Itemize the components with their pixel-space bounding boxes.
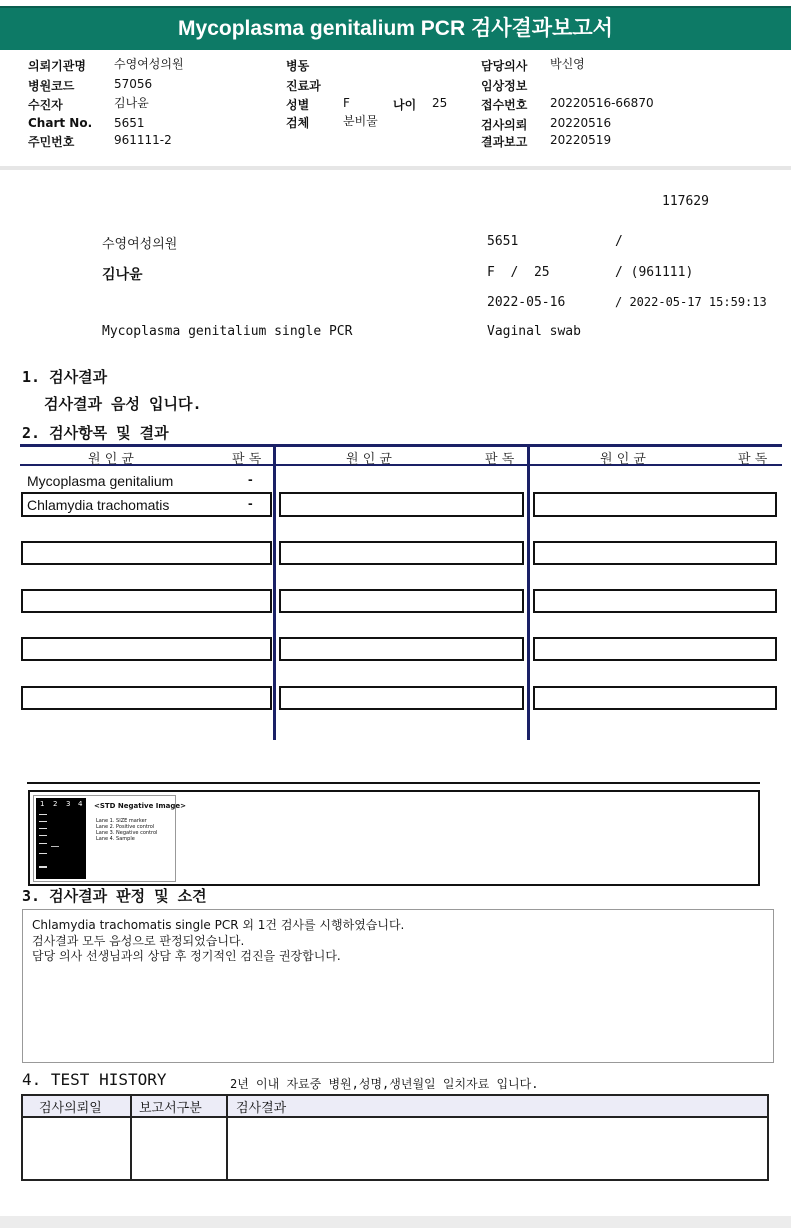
result-cell bbox=[533, 686, 777, 710]
label-resident-no: 주민번호 bbox=[28, 135, 75, 149]
result-cell bbox=[21, 541, 272, 565]
gel-image-card bbox=[33, 795, 187, 882]
label-age: 나이 bbox=[393, 98, 417, 112]
col-header-pathogen-3: 원 인 균 bbox=[600, 452, 646, 467]
section2-heading: 2. 검사항목 및 결과 bbox=[22, 424, 169, 442]
result-cell bbox=[533, 492, 777, 517]
label-receipt-no: 접수번호 bbox=[481, 98, 528, 112]
col-header-pathogen-2: 원 인 균 bbox=[346, 452, 392, 467]
history-col-report-type: 보고서구분 bbox=[139, 1101, 202, 1116]
info-sex-age: F / 25 bbox=[487, 265, 550, 280]
gel-top-rule bbox=[27, 782, 760, 784]
section1-heading: 1. 검사결과 bbox=[22, 368, 108, 386]
pathogen-name: Mycoplasma genitalium bbox=[27, 473, 174, 489]
gel-image bbox=[36, 798, 86, 879]
value-request-date: 20220516 bbox=[550, 116, 612, 130]
info-test-name: Mycoplasma genitalium single PCR bbox=[102, 324, 353, 339]
label-request-date: 검사의뢰 bbox=[481, 118, 528, 132]
opinion-line: 검사결과 모두 음성으로 판정되었습니다. bbox=[32, 934, 245, 948]
result-cell bbox=[533, 637, 777, 661]
value-doctor: 박신영 bbox=[550, 57, 585, 71]
gel-band bbox=[39, 821, 47, 822]
history-col-request-date: 검사의뢰일 bbox=[39, 1101, 102, 1116]
gel-band bbox=[51, 846, 59, 847]
info-chart: 5651 bbox=[487, 234, 519, 249]
result-cell bbox=[279, 686, 524, 710]
gel-lane-label: 2 bbox=[53, 800, 58, 808]
id-number: 117629 bbox=[662, 194, 709, 209]
opinion-box bbox=[22, 909, 774, 1063]
bottom-margin bbox=[0, 1216, 791, 1228]
value-chart-no: 5651 bbox=[114, 116, 145, 130]
section4-heading: 4. TEST HISTORY bbox=[22, 1070, 167, 1089]
col-header-result-2: 판 독 bbox=[485, 452, 515, 467]
label-patient: 수진자 bbox=[28, 98, 63, 112]
pathogen-result: - bbox=[248, 471, 253, 487]
value-hospital-code: 57056 bbox=[114, 77, 153, 91]
pathogen-name: Chlamydia trachomatis bbox=[27, 497, 170, 513]
label-department: 진료과 bbox=[286, 79, 321, 93]
result-cell bbox=[279, 492, 524, 517]
table-top-rule bbox=[20, 444, 782, 447]
info-date-received: 2022-05-16 bbox=[487, 295, 566, 310]
value-resident-no: 961111-2 bbox=[114, 133, 172, 147]
section1-result-text: 검사결과 음성 입니다. bbox=[44, 395, 202, 413]
label-chart-no: Chart No. bbox=[28, 116, 93, 130]
pathogen-result: - bbox=[248, 495, 253, 511]
table-divider-1 bbox=[273, 444, 276, 740]
gel-title: <STD Negative Image> bbox=[94, 802, 187, 810]
gel-band bbox=[39, 866, 47, 868]
info-date-reported: / 2022-05-17 15:59:13 bbox=[615, 295, 767, 309]
label-sex: 성별 bbox=[286, 98, 310, 112]
value-age: 25 bbox=[432, 96, 448, 110]
gel-band bbox=[39, 828, 47, 829]
opinion-line: Chlamydia trachomatis single PCR 외 1건 검사를 시행하였습니다. bbox=[32, 918, 405, 932]
result-cell bbox=[21, 637, 272, 661]
history-col-divider bbox=[226, 1094, 228, 1181]
result-cell bbox=[279, 541, 524, 565]
label-report-date: 결과보고 bbox=[481, 135, 528, 149]
history-header-row bbox=[23, 1096, 767, 1118]
opinion-line: 담당 의사 선생님과의 상담 후 정기적인 검진을 권장합니다. bbox=[32, 949, 341, 963]
gel-band bbox=[39, 814, 47, 815]
value-receipt-no: 20220516-66870 bbox=[550, 96, 654, 110]
label-requesting-org: 의뢰기관명 bbox=[28, 59, 86, 73]
result-cell bbox=[279, 637, 524, 661]
gel-lane-label: 1 bbox=[40, 800, 45, 808]
history-col-divider bbox=[130, 1094, 132, 1181]
report-title: Mycoplasma genitalium PCR 검사결과보고서 bbox=[0, 6, 791, 50]
info-specimen: Vaginal swab bbox=[487, 324, 581, 339]
label-specimen: 검체 bbox=[286, 116, 310, 130]
gel-legend-item: Lane 1. SIZE marker bbox=[96, 818, 147, 824]
label-clinical-info: 임상정보 bbox=[481, 79, 528, 93]
gel-legend-item: Lane 3. Negative control bbox=[96, 830, 158, 836]
section4-note: 2년 이내 자료중 병원,성명,생년월일 일치자료 입니다. bbox=[230, 1077, 539, 1091]
info-slash: / bbox=[615, 234, 623, 249]
info-birth: / (961111) bbox=[615, 265, 694, 280]
label-hospital-code: 병원코드 bbox=[28, 79, 75, 93]
value-report-date: 20220519 bbox=[550, 133, 612, 147]
value-patient: 김나윤 bbox=[114, 96, 149, 110]
result-cell bbox=[279, 589, 524, 613]
col-header-pathogen-1: 원 인 균 bbox=[88, 452, 134, 467]
gel-band bbox=[39, 843, 47, 844]
result-cell bbox=[533, 589, 777, 613]
result-cell bbox=[21, 589, 272, 613]
result-cell bbox=[21, 686, 272, 710]
header-divider bbox=[0, 166, 791, 170]
gel-band bbox=[39, 853, 47, 854]
result-cell bbox=[533, 541, 777, 565]
gel-legend-item: Lane 4. Sample bbox=[96, 836, 135, 842]
label-doctor: 담당의사 bbox=[481, 59, 528, 73]
section3-heading: 3. 검사결과 판정 및 소견 bbox=[22, 887, 207, 905]
gel-legend-item: Lane 2. Positive control bbox=[96, 824, 155, 830]
gel-lane-label: 3 bbox=[66, 800, 71, 808]
info-patient: 김나윤 bbox=[102, 267, 143, 283]
gel-band bbox=[39, 835, 47, 836]
gel-lane-label: 4 bbox=[78, 800, 83, 808]
info-clinic: 수영여성의원 bbox=[102, 237, 178, 252]
value-requesting-org: 수영여성의원 bbox=[114, 57, 184, 71]
label-ward: 병동 bbox=[286, 59, 310, 73]
table-divider-2 bbox=[527, 444, 530, 740]
col-header-result-3: 판 독 bbox=[738, 452, 768, 467]
value-sex: F bbox=[343, 96, 350, 110]
table-header-rule bbox=[20, 464, 782, 466]
history-col-result: 검사결과 bbox=[236, 1101, 287, 1116]
col-header-result-1: 판 독 bbox=[232, 452, 262, 467]
value-specimen: 분비물 bbox=[343, 114, 378, 128]
